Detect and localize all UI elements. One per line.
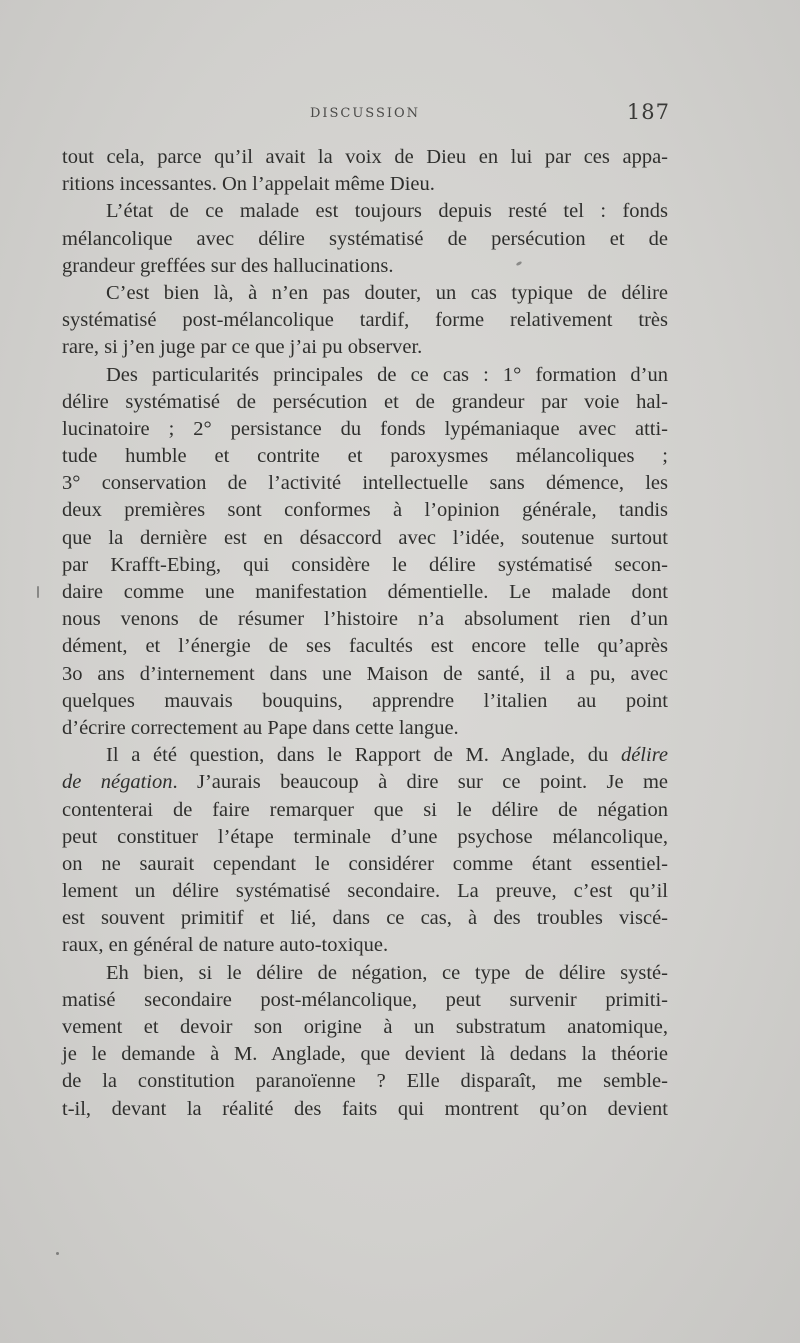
body-text — [62, 144, 668, 1123]
text-line: de la constitution paranoïenne ? Elle disparaît, me semble- — [62, 1070, 668, 1093]
running-head — [60, 100, 670, 130]
text-line: lement un délire systématisé secondaire. La preuve, c’est qu’il — [62, 880, 668, 903]
text-line: on ne saurait cependant le considérer comme étant essentiel- — [62, 852, 668, 875]
text-line: contenterai de faire remarquer que si le délire de négation — [62, 798, 668, 821]
text-line: délire systématisé de persécution et de grandeur par voie hal- — [62, 390, 668, 413]
text-line: que la dernière est en désaccord avec l’idée, soutenue surtout — [62, 526, 668, 549]
page-number: 187 — [626, 100, 670, 124]
text-line: nous venons de résumer l’histoire n’a absolument rien d’un — [62, 608, 668, 631]
text-line: rare, si j’en juge par ce que j’ai pu observer. — [62, 336, 423, 359]
text-line: t-il, devant la réalité des faits qui montrent qu’on devient — [62, 1097, 668, 1120]
paragraph-start-line — [62, 742, 668, 769]
text-line: systématisé post-mélancolique tardif, forme relativement très — [62, 309, 668, 332]
text-line: par Krafft-Ebing, qui considère le délire systématisé secon- — [62, 553, 668, 576]
text-line: quelques mauvais bouquins, apprendre l’italien au point — [62, 689, 668, 712]
text-line: 3o ans d’internement dans une Maison de santé, il a pu, avec — [62, 662, 668, 685]
text-line: ritions incessantes. On l’appelait même Dieu. — [62, 173, 435, 196]
text-line: dément, et l’énergie de ses facultés est encore telle qu’après — [62, 635, 668, 658]
text-line: peut constituer l’étape terminale d’une psychose mélancolique, — [62, 825, 668, 848]
italic-term: délire — [620, 744, 669, 767]
text-line: mélancolique avec délire systématisé de persécution et de — [62, 227, 668, 250]
running-title: DISCUSSION — [309, 106, 421, 121]
text-line: deux premières sont conformes à l’opinion générale, tandis — [62, 499, 668, 522]
text-line: vement et devoir son origine à un substratum anatomique, — [62, 1016, 668, 1038]
text-line: lucinatoire ; 2° persistance du fonds lypémaniaque avec atti- — [62, 417, 668, 440]
text-line: est souvent primitif et lié, dans ce cas, à des troubles viscé- — [62, 907, 668, 930]
text-line: d’écrire correctement au Pape dans cette langue. — [62, 716, 459, 739]
italic-term: de négation — [62, 771, 173, 794]
paper-speck — [37, 586, 39, 598]
text-line: 3° conservation de l’activité intellectuelle sans démence, les — [62, 472, 668, 495]
paragraph-start-line: C’est bien là, à n’en pas douter, un cas typique de délire — [106, 281, 668, 304]
line-text: Il a été question, dans le Rapport de M. Anglade, du — [106, 744, 609, 767]
text-line: tude humble et contrite et paroxysmes mélancoliques ; — [62, 445, 668, 468]
text-line: grandeur greffées sur des hallucinations. — [62, 254, 394, 277]
text-line: tout cela, parce qu’il avait la voix de Dieu en lui par ces appa- — [62, 146, 668, 168]
paragraph-start-line: Des particularités principales de ce cas : 1° formation d’un — [106, 363, 668, 386]
text-line: je le demande à M. Anglade, que devient là dedans la théorie — [62, 1043, 668, 1066]
text-line — [62, 769, 668, 796]
paper-speck — [56, 1252, 59, 1255]
line-text: . J’aurais beaucoup à dire sur ce point. Je me — [172, 771, 668, 794]
paragraph-start-line: L’état de ce malade est toujours depuis resté tel : fonds — [106, 200, 668, 223]
text-line: daire comme une manifestation démentielle. Le malade dont — [62, 581, 668, 603]
paragraph-start-line: Eh bien, si le délire de négation, ce type de délire systé- — [106, 961, 668, 984]
text-line: raux, en général de nature auto-toxique. — [62, 934, 389, 957]
text-line: matisé secondaire post-mélancolique, peut survenir primiti- — [62, 988, 668, 1011]
